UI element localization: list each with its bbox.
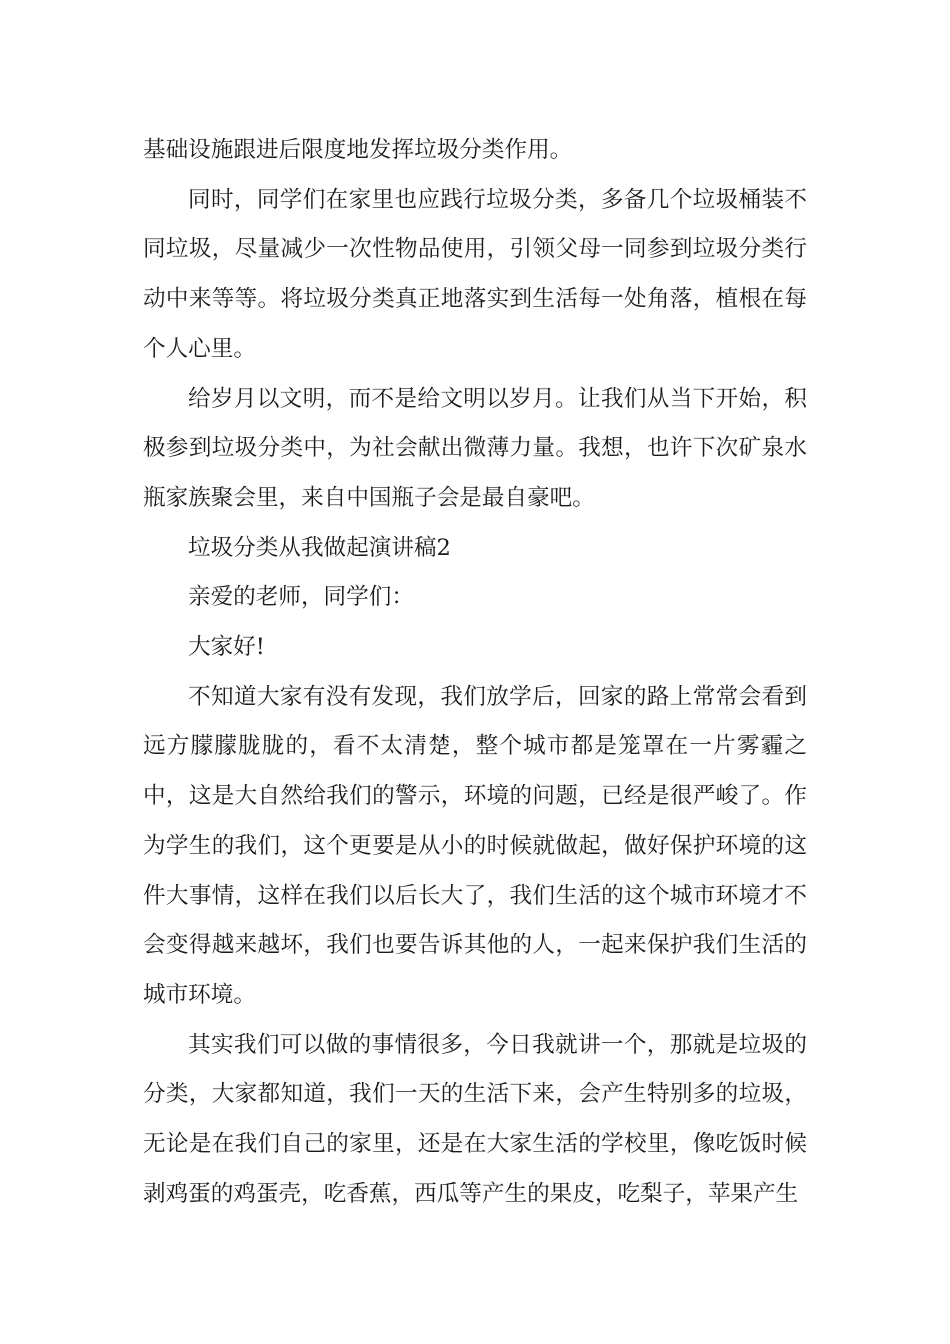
paragraph: 其实我们可以做的事情很多，今日我就讲一个，那就是垃圾的分类，大家都知道，我们一天的生活下来，会产生特别多的垃圾，无论是在我们自己的家里，还是在大家生活的学校里，像吃饭时候剥鸡蛋的鸡蛋壳，吃香蕉，西瓜等产生的果皮，吃梨子，苹果产生	[143, 1031, 807, 1207]
paragraph: 不知道大家有没有发现，我们放学后，回家的路上常常会看到远方朦朦胧胧的，看不太清楚，整个城市都是笼罩在一片雾霾之中，这是大自然给我们的警示，环境的问题，已经是很严峻了。作为学生的我们，这个更要是从小的时候就做起，做好保护环境的这件大事情，这样在我们以后长大了，我们生活的这个城市环境才不会变得越来越坏，我们也要告诉其他的人，一起来保护我们生活的城市环境。	[143, 683, 807, 1008]
section-title: 垃圾分类从我做起演讲稿2	[188, 534, 451, 561]
greeting: 大家好!	[188, 634, 265, 661]
paragraph: 给岁月以文明，而不是给文明以岁月。让我们从当下开始，积极参到垃圾分类中，为社会献出微薄力量。我想，也许下次矿泉水瓶家族聚会里，来自中国瓶子会是最自豪吧。	[143, 385, 807, 511]
paragraph: 同时，同学们在家里也应践行垃圾分类，多备几个垃圾桶装不同垃圾，尽量减少一次性物品使用，引领父母一同参到垃圾分类行动中来等等。将垃圾分类真正地落实到生活每一处角落，植根在每个人心里。	[143, 186, 807, 362]
paragraph-continued: 基础设施跟进后限度地发挥垃圾分类作用。	[143, 137, 573, 163]
salutation: 亲爱的老师，同学们：	[188, 584, 414, 611]
document-body	[143, 126, 807, 1219]
